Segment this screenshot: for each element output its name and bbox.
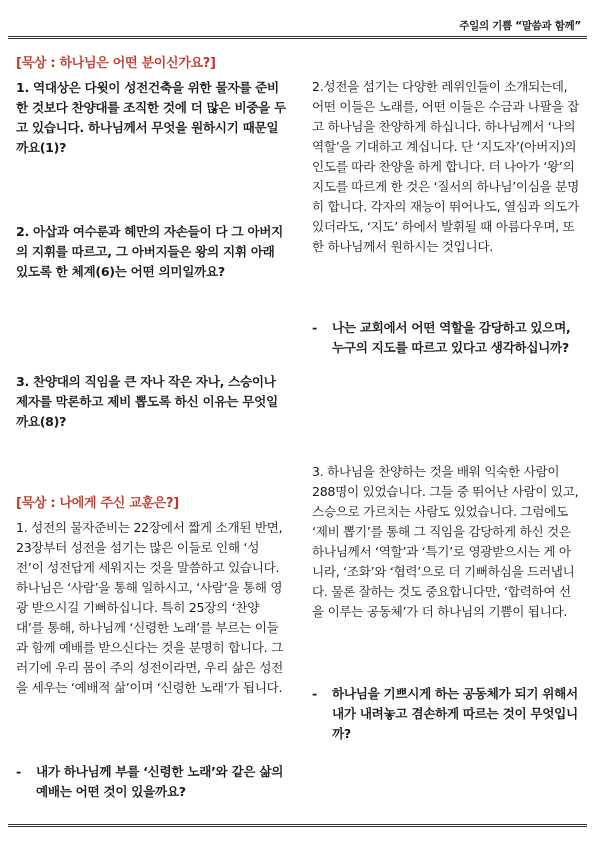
top-rule (8, 36, 587, 39)
bottom-rule (8, 824, 587, 827)
meditation2-discussion-1 (16, 762, 288, 802)
right-discussion-2 (312, 318, 580, 358)
discussion-question-text: 내가 하나님께 부를 ‘신령한 노래’와 같은 삶의 예배는 어떤 것이 있을까요? (36, 764, 284, 799)
right-paragraph-3: 3. 하나님을 찬양하는 것을 배워 익숙한 사람이 288명이 있었습니다. 그들 중 뛰어난 사람이 있고, 스승으로 가르치는 사람도 있었습니다. 그럼에도 ‘제비 뽑기’를 통해 그 직임을 감당하게 하신 것은 하나님께서 ‘역할’과 ‘특기’로 영광받으시는 게 아니라, ‘조화’와 ‘협력’으로 더 기뻐하심을 드러냅니다. 물론 잘하는 것도 중요합니다만, ‘합력하여 선을 이루는 공동체’가 더 하나님의 기쁨이 됩니다. (312, 464, 579, 619)
dash-mark: - (16, 764, 21, 779)
meditation1-question-1: 1. 역대상은 다윗이 성전건축을 위한 물자를 준비한 것보다 찬양대를 조직한 것에 더 많은 비중을 두고 있습니다. 하나님께서 무엇을 원하시기 때문일까요(1)? (16, 80, 286, 155)
right-paragraph-2: 2.성전을 섬기는 다양한 레위인들이 소개되는데, 어떤 이들은 노래를, 어떤 이들은 수금과 나팔을 잡고 하나님을 찬양하게 하십니다. 하나님께서 ‘나의 역할’을 기대하고 계십니다. 단 ‘지도자’(아버지)의 인도를 따라 찬양을 하게 합니다. 더 나아가 ‘왕’의 지도를 따르게 한 것은 ‘질서의 하나님’이심을 분명히 합니다. 각자의 재능이 뛰어나도, 열심과 의도가 있더라도, ‘지도’ 하에서 발휘될 때 아름다우며, 또한 하나님께서 원하시는 것입니다. (312, 79, 579, 254)
dash-mark: - (312, 320, 317, 335)
header-title: 주일의 기쁨 “말씀과 함께” (459, 20, 581, 32)
discussion-question-text: 하나님을 기쁘시게 하는 공동체가 되기 위해서 내가 내려놓고 겸손하게 따르는 것이 무엇입니까? (332, 686, 578, 741)
right-discussion-3 (312, 684, 580, 744)
meditation1-question-3: 3. 찬양대의 직임을 큰 자나 작은 자나, 스승이나 제자를 막론하고 제비 뽑도록 하신 이유는 무엇일까요(8)? (16, 374, 278, 429)
dash-mark: - (312, 686, 317, 701)
meditation2-paragraph-1: 1. 성전의 물자준비는 22장에서 짧게 소개된 반면, 23장부터 성전을 섬기는 많은 이들로 인해 ‘성전’이 성전답게 세워지는 것을 말씀하고 있습니다. 하나님은 ‘사람’을 통해 일하시고, ‘사람’을 통해 영광 받으시길 기뻐하십니다. 특히 25장의 ‘찬양대’를 통해, 하나님께 ‘신령한 노래’를 부르는 이들과 함께 예배를 받으신다는 것을 분명히 합니다. 그러기에 우리 몸이 주의 성전이라면, 우리 삶은 성전을 세우는 ‘예배적 삶’이며 ‘신령한 노래’가 됩니다. (16, 520, 283, 695)
meditation2-title: [묵상 : 나에게 주신 교훈은?] (16, 496, 179, 511)
discussion-question-text: 나는 교회에서 어떤 역할을 감당하고 있으며, 누구의 지도를 따르고 있다고 생각하십니까? (332, 320, 571, 355)
meditation1-question-2: 2. 아삽과 여수룬과 헤만의 자손들이 다 그 아버지의 지휘를 따르고, 그 아버지들은 왕의 지휘 아래 있도록 한 체계(6)는 어떤 의미일까요? (16, 224, 283, 279)
meditation1-title: [묵상 : 하나님은 어떤 분이신가요?] (16, 56, 216, 71)
